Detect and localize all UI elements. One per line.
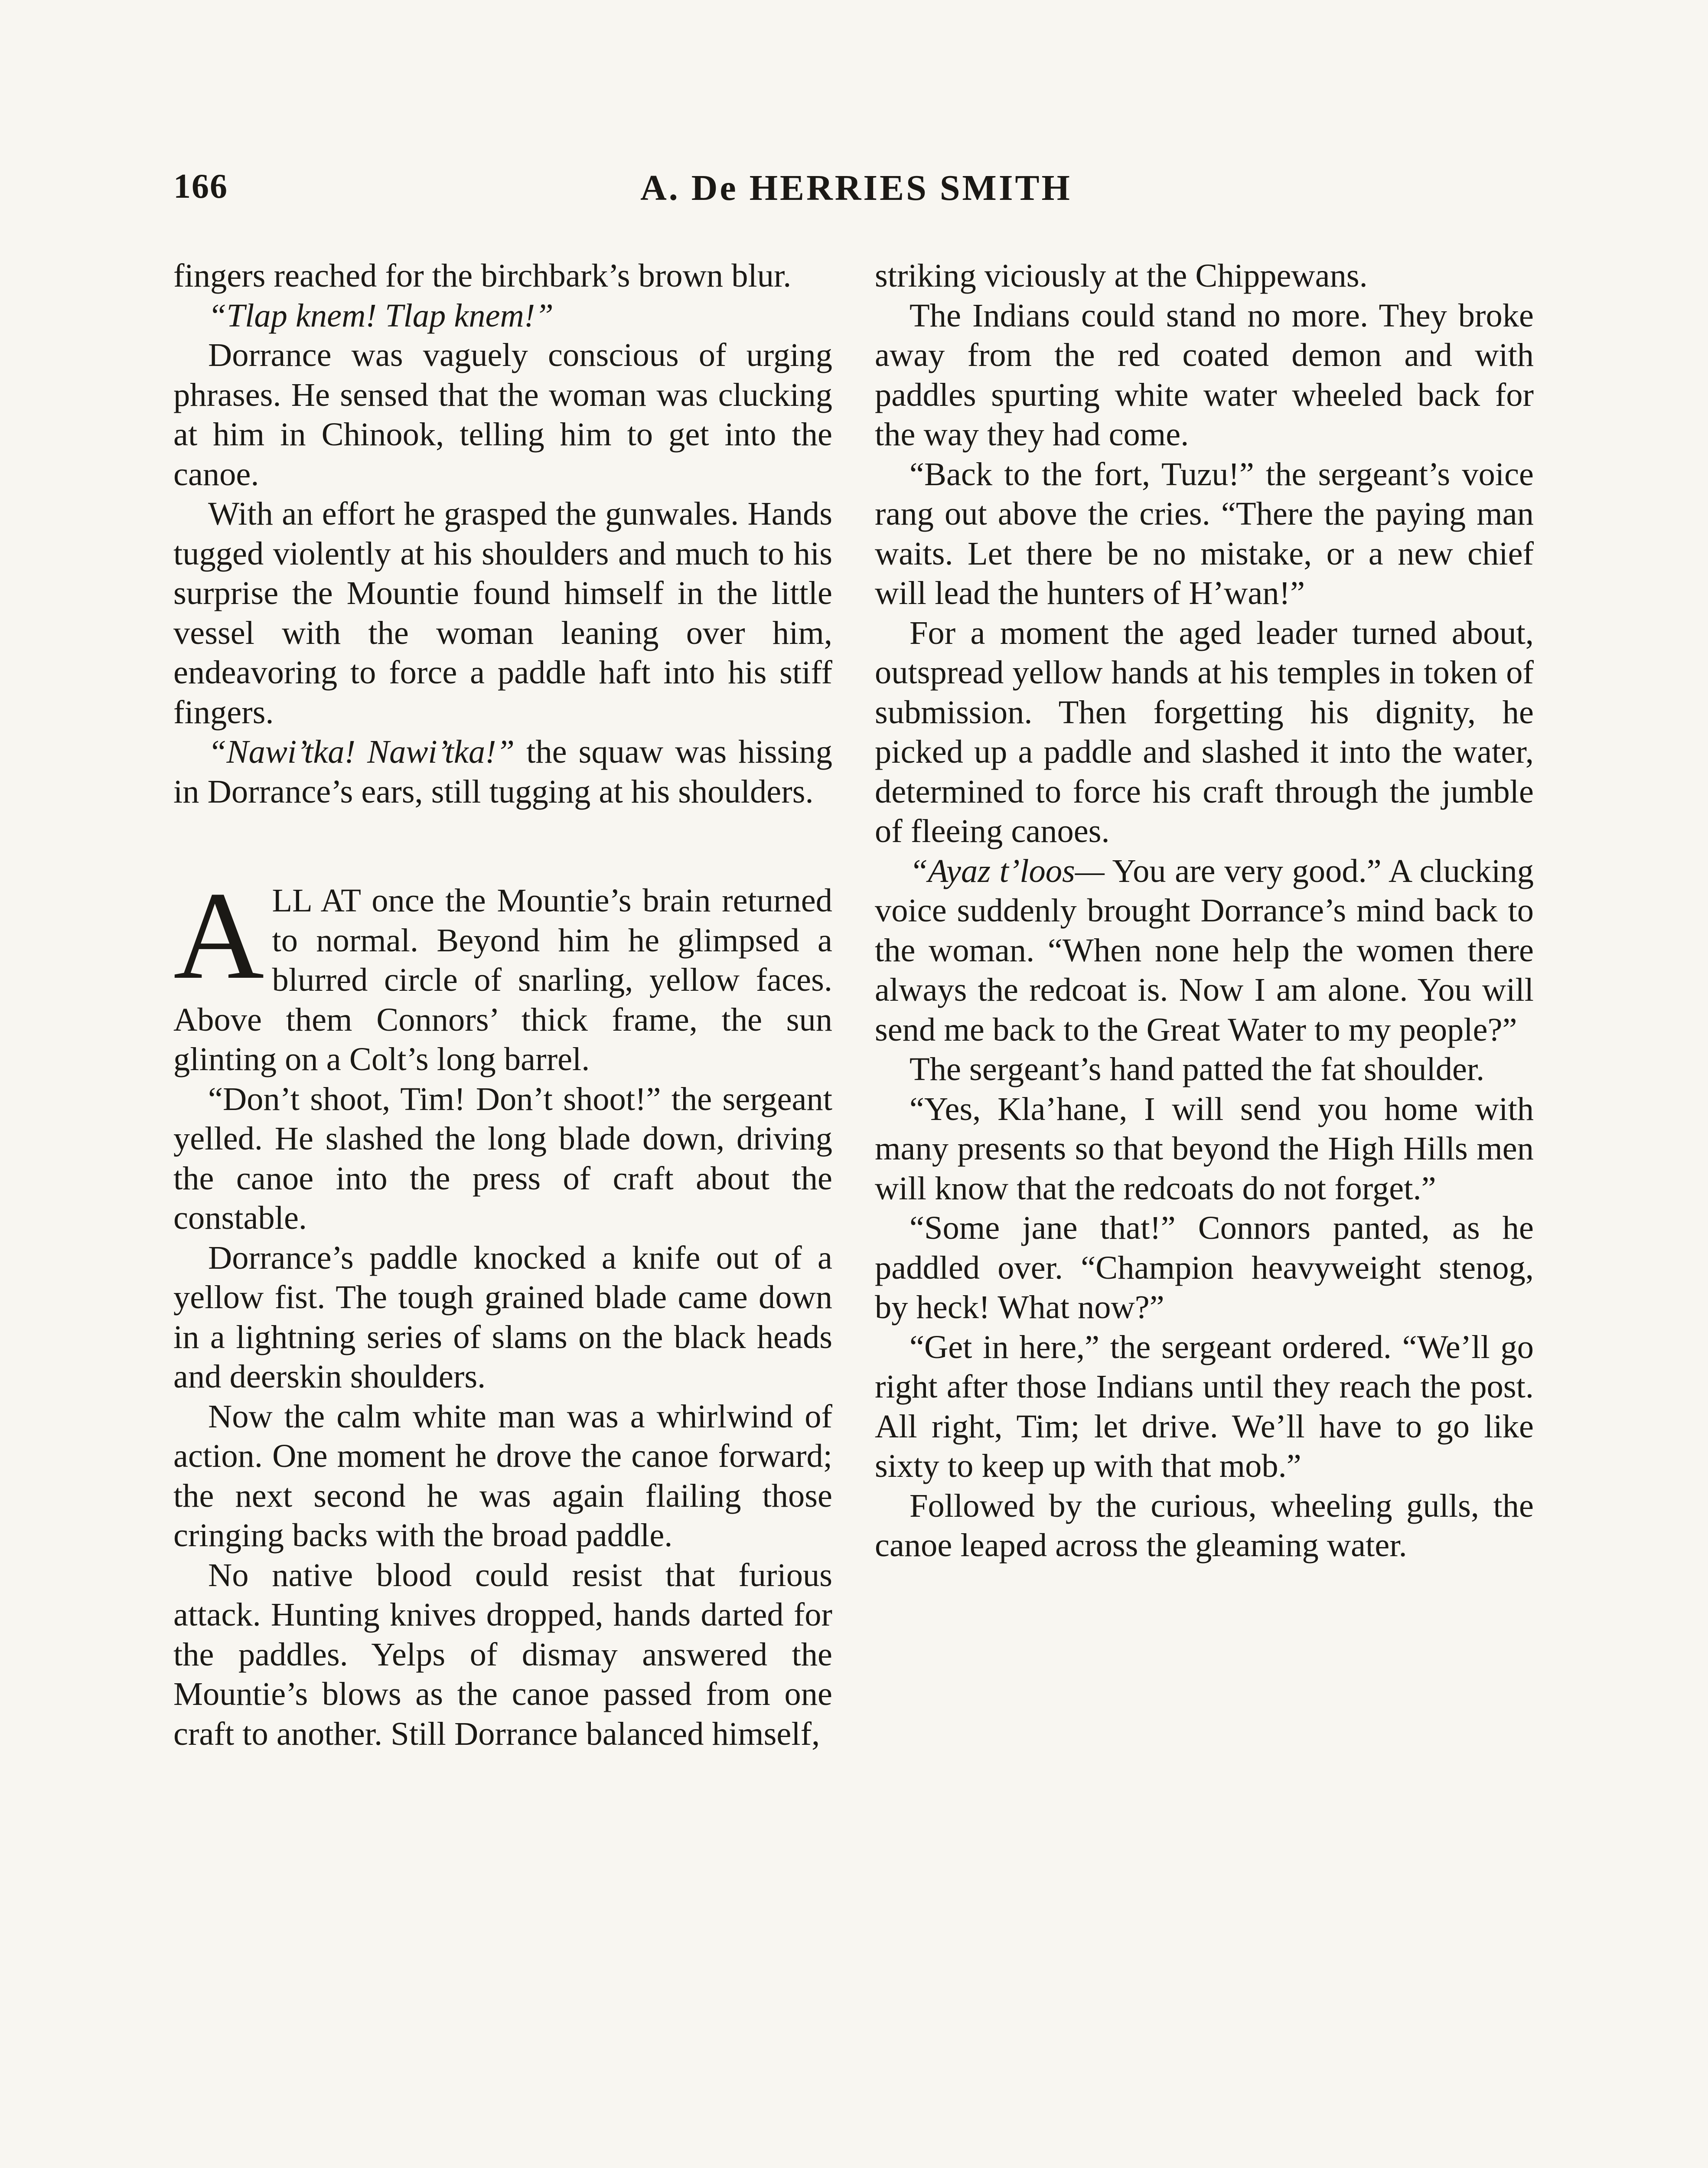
drop-cap: A <box>173 866 264 1005</box>
paragraph-text: You are very good.” A clucking voice suddenly brought Dorrance’s mind back to the woman. “When none help the women there always the redcoat is. Now I am alone. You will send me back to the Great Water to my people?” <box>875 852 1534 1048</box>
paragraph: Dorrance was vaguely conscious of urging phrases. He sensed that the woman was clucking at him in Chinook, telling him to get into the canoe. <box>173 336 832 493</box>
paragraph: For a moment the aged leader turned about, outspread yellow hands at his temples in token of submission. Then forgetting his dignity, he picked up a paddle and slashed it into the water, determined to force his craft through the jumble of fleeing canoes. <box>875 614 1534 849</box>
page-number: 166 <box>173 167 228 206</box>
chinook-phrase: “Nawi’tka! Nawi’tka!” <box>208 733 515 770</box>
paragraph <box>875 851 1534 1050</box>
paragraph: striking viciously at the Chippewans. <box>875 257 1368 294</box>
paragraph <box>173 732 832 811</box>
paragraph: “Get in here,” the sergeant ordered. “We’ll go right after those Indians until they reach the post. All right, Tim; let drive. We’ll have to go like sixty to keep up with that mob.” <box>875 1328 1534 1484</box>
paragraph: “Don’t shoot, Tim! Don’t shoot!” the sergeant yelled. He slashed the long blade down, driving the canoe into the press of craft about the constable. <box>173 1080 832 1236</box>
paragraph-text: LL AT once the Mountie’s brain returned to normal. Beyond him he glimpsed a blurred circle of snarling, yellow faces. Above them Connors’ thick frame, the sun glinting on a Colt’s long barrel. <box>173 882 832 1077</box>
paragraph: fingers reached for the birchbark’s brown blur. <box>173 257 792 294</box>
paragraph: The sergeant’s hand patted the fat shoulder. <box>909 1051 1485 1087</box>
paragraph: Followed by the curious, wheeling gulls, the canoe leaped across the gleaming water. <box>875 1487 1534 1564</box>
paragraph: “Tlap knem! Tlap knem!” <box>208 297 554 334</box>
paragraph: Now the calm white man was a whirlwind of action. One moment he drove the canoe forward; the next second he was again flailing those cringing backs with the broad paddle. <box>173 1397 832 1554</box>
paragraph: Dorrance’s paddle knocked a knife out of a yellow fist. The tough grained blade came down in a lightning series of slams on the black heads and deerskin shoulders. <box>173 1239 832 1395</box>
paragraph: “Some jane that!” Connors panted, as he paddled over. “Champion heavyweight stenog, by heck! What now?” <box>875 1209 1534 1326</box>
running-head: A. De HERRIES SMITH <box>640 168 1072 208</box>
section-opening-paragraph <box>173 866 832 1079</box>
paragraph-text: the squaw was hissing in Dorrance’s ears, still tugging at his shoulders. <box>173 733 832 810</box>
page-header <box>173 167 1539 223</box>
paragraph: No native blood could resist that furious attack. Hunting knives dropped, hands darted for the paddles. Yelps of dismay answered the Mountie’s blows as the canoe passed from one craft to another. Still Dorrance balanced himself, <box>173 1556 832 1752</box>
right-column <box>875 256 1534 1565</box>
left-column <box>173 256 832 1753</box>
paragraph: “Yes, Kla’hane, I will send you home with many presents so that beyond the High Hills men will know that the redcoats do not forget.” <box>875 1090 1534 1207</box>
paragraph: With an effort he grasped the gunwales. Hands tugged violently at his shoulders and much to his surprise the Mountie found himself in the little vessel with the woman leaning over him, endeavoring to force a paddle haft into his stiff fingers. <box>173 495 832 731</box>
chinook-phrase: “Ayaz t’loos— <box>909 852 1105 889</box>
paragraph: The Indians could stand no more. They broke away from the red coated demon and with paddles spurting white water wheeled back for the way they had come. <box>875 297 1534 453</box>
paragraph: “Back to the fort, Tuzu!” the sergeant’s voice rang out above the cries. “There the paying man waits. Let there be no mistake, or a new chief will lead the hunters of H’wan!” <box>875 455 1534 611</box>
